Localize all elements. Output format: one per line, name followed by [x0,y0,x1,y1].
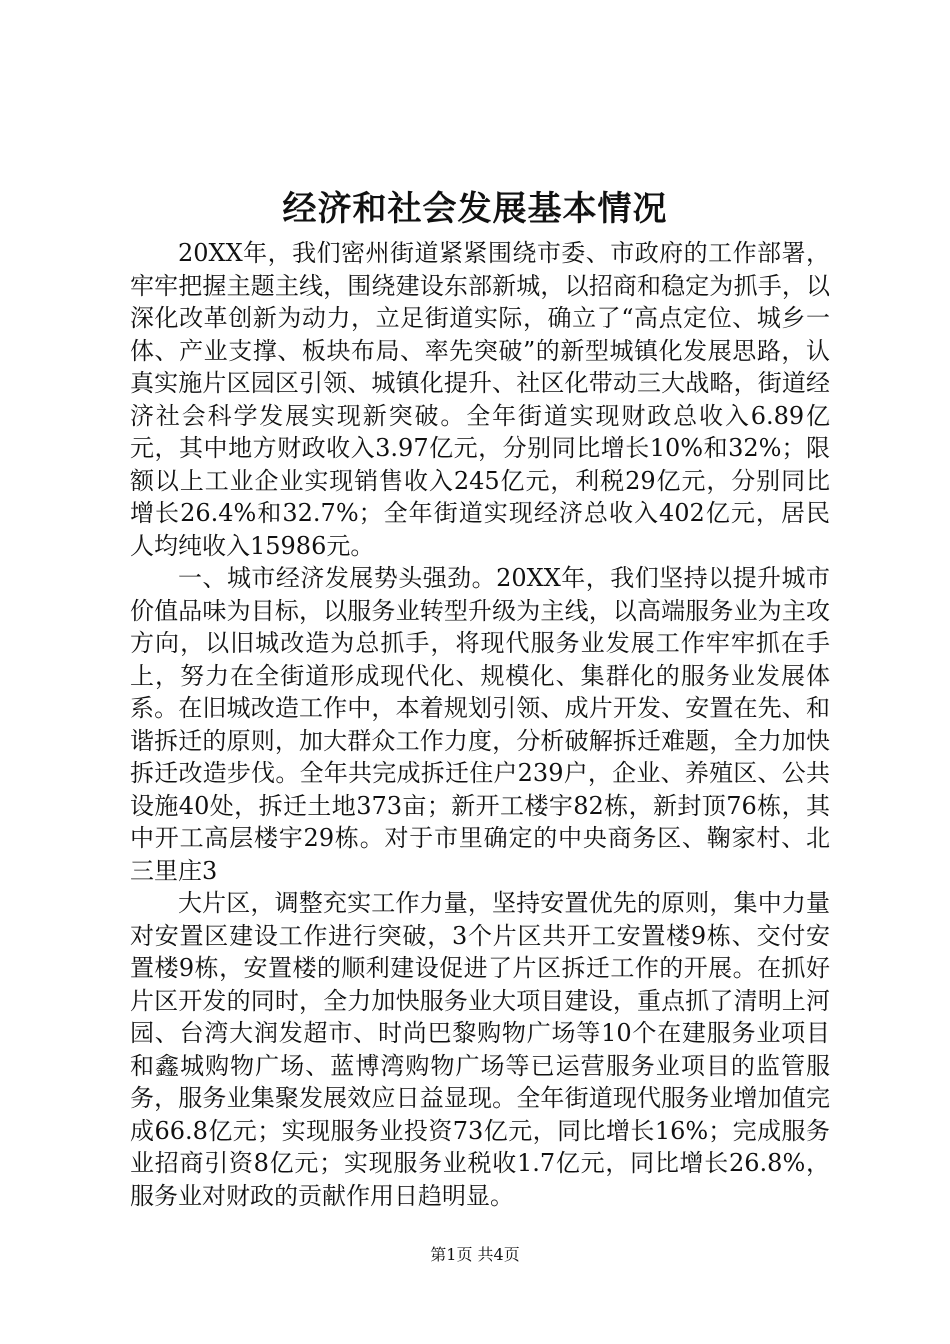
paragraph-urban-economy: 一、城市经济发展势头强劲。20XX年，我们坚持以提升城市价值品味为目标，以服务业转型升级为主线，以高端服务业为主攻方向，以旧城改造为总抓手，将现代服务业发展工作牢牢抓在手上，努力在全街道形成现代化、规模化、集群化的服务业发展体系。在旧城改造工作中，本着规划引领、成片开发、安置在先、和谐拆迁的原则，加大群众工作力度，分析破解拆迁难题，全力加快拆迁改造步伐。全年共完成拆迁住户239户，企业、养殖区、公共设施40处，拆迁土地373亩；新开工楼宇82栋，新封顶76栋，其中开工高层楼宇29栋。对于市里确定的中央商务区、鞠家村、北三里庄3 [130,564,830,885]
document-title: 经济和社会发展基本情况 [282,189,668,229]
paragraph-intro: 20XX年，我们密州街道紧紧围绕市委、市政府的工作部署，牢牢把握主题主线，围绕建设东部新城，以招商和稳定为抓手，以深化改革创新为动力，立足街道实际，确立了“高点定位、城乡一体、产业支撑、板块布局、率先突破”的新型城镇化发展思路，认真实施片区园区引领、城镇化提升、社区化带动三大战略，街道经济社会科学发展实现新突破。全年街道实现财政总收入6.89亿元，其中地方财政收入3.97亿元，分别同比增长10%和32%；限额以上工业企业实现销售收入245亿元，利税29亿元，分别同比增长26.4%和32.7%；全年街道实现经济总收入402亿元，居民人均纯收入15986元。 [130,239,830,560]
paragraph-service-industry: 大片区，调整充实工作力量，坚持安置优先的原则，集中力量对安置区建设工作进行突破，3个片区共开工安置楼9栋、交付安置楼9栋，安置楼的顺利建设促进了片区拆迁工作的开展。在抓好片区开发的同时，全力加快服务业大项目建设，重点抓了清明上河园、台湾大润发超市、时尚巴黎购物广场等10个在建服务业项目和鑫城购物广场、蓝博湾购物广场等已运营服务业项目的监管服务，服务业集聚发展效应日益显现。全年街道现代服务业增加值完成66.8亿元；实现服务业投资73亿元，同比增长16%；完成服务业招商引资8亿元；实现服务业税收1.7亿元，同比增长26.8%，服务业对财政的贡献作用日趋明显。 [130,889,830,1210]
page-number-footer: 第1页 共4页 [430,1245,520,1264]
document-body [130,237,830,1212]
